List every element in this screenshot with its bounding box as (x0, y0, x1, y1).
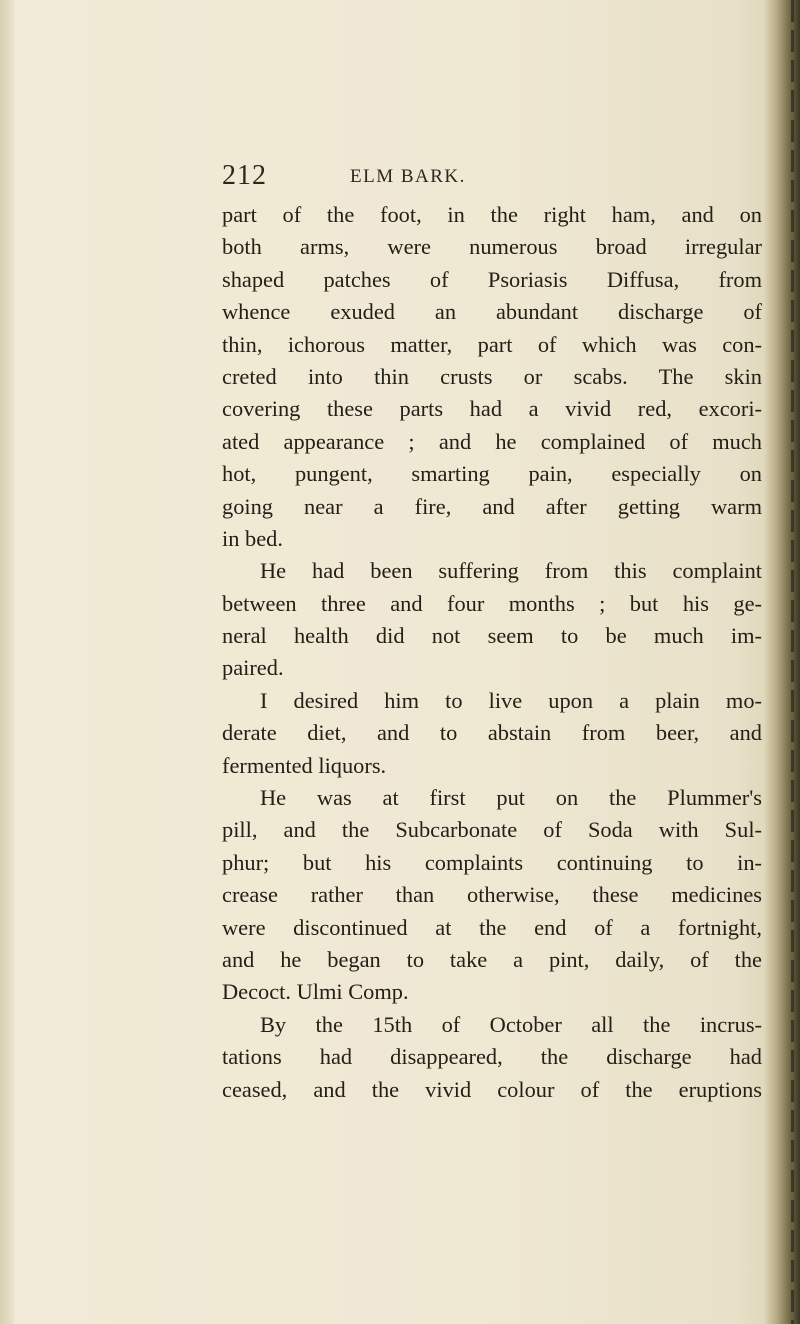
text-line: hot, pungent, smarting pain, especially on (222, 461, 762, 487)
text-line: ceased, and the vivid colour of the eruptions (222, 1076, 762, 1102)
text-line: phur; but his complaints continuing to in- (222, 849, 762, 875)
page-number: 212 (222, 160, 267, 191)
text-line: both arms, were numerous broad irregular (222, 234, 762, 260)
text-line: between three and four months ; but his ge- (222, 590, 762, 616)
running-head: ELM BARK. (350, 166, 466, 187)
body-text (222, 199, 762, 1106)
text-line: paired. (222, 655, 284, 681)
text-line: part of the foot, in the right ham, and on (222, 202, 762, 227)
page-header (222, 160, 762, 196)
text-line: ated appearance ; and he complained of much (222, 428, 762, 454)
text-line: Decoct. Ulmi Comp. (222, 979, 409, 1005)
text-line: He had been suffering from this complaint (260, 558, 762, 584)
text-line: derate diet, and to abstain from beer, and (222, 720, 762, 746)
page-left-edge (0, 0, 14, 1324)
text-line: neral health did not seem to be much im- (222, 623, 762, 649)
text-line: I desired him to live upon a plain mo- (260, 687, 762, 713)
page-gutter-edge (764, 0, 800, 1324)
text-line: By the 15th of October all the incrus- (260, 1011, 762, 1037)
text-line: and he began to take a pint, daily, of the (222, 946, 762, 972)
text-line: crease rather than otherwise, these medicines (222, 882, 762, 908)
text-line: pill, and the Subcarbonate of Soda with Sul- (222, 817, 762, 843)
text-line: covering these parts had a vivid red, excori- (222, 396, 762, 422)
text-line: were discontinued at the end of a fortnight, (222, 914, 762, 940)
text-line: tations had disappeared, the discharge had (222, 1044, 762, 1070)
text-line: He was at first put on the Plummer's (260, 785, 762, 811)
text-line: whence exuded an abundant discharge of (222, 299, 762, 325)
text-line: creted into thin crusts or scabs. The skin (222, 363, 762, 389)
text-line: fermented liquors. (222, 752, 387, 778)
text-line: in bed. (222, 525, 283, 551)
text-line: shaped patches of Psoriasis Diffusa, from (222, 266, 762, 292)
text-line: going near a fire, and after getting warm (222, 493, 762, 519)
text-line: thin, ichorous matter, part of which was con- (222, 331, 762, 357)
